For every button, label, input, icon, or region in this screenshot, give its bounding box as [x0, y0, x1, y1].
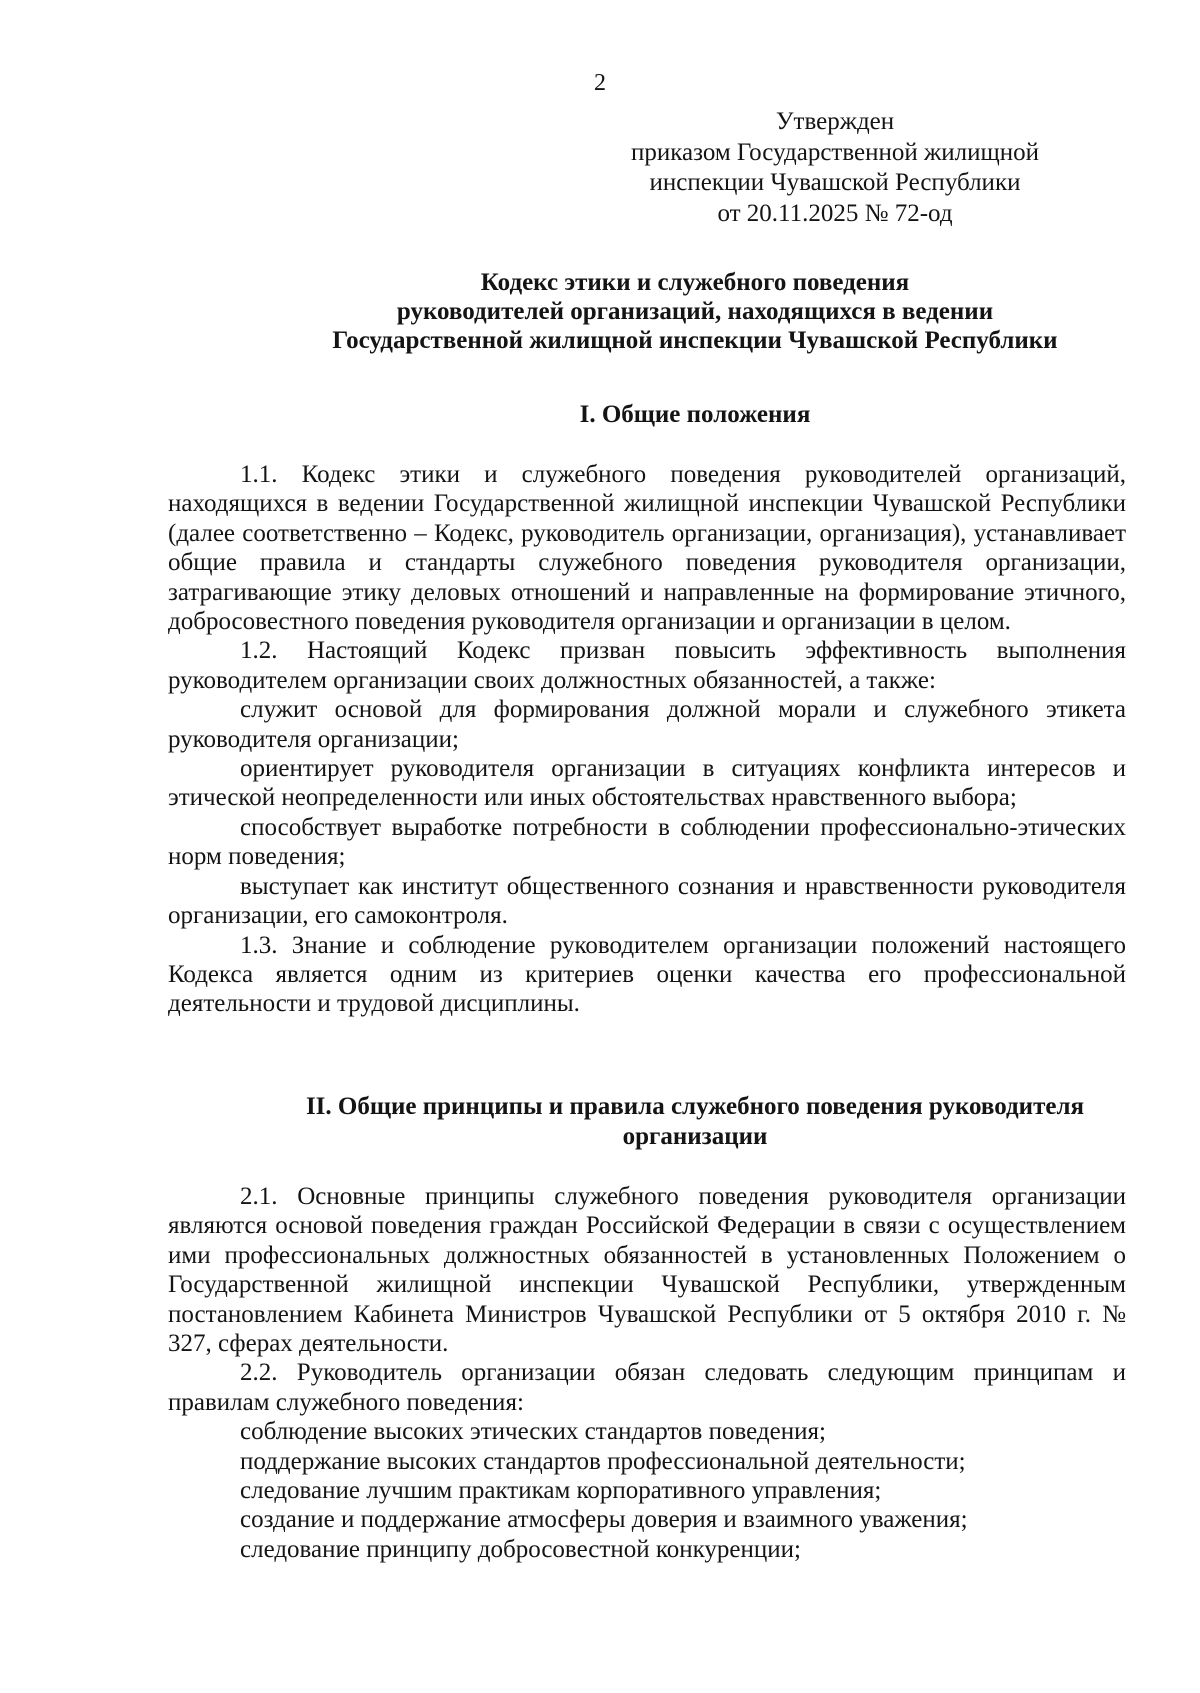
document-title: [160, 268, 1200, 355]
list-item: соблюдение высоких этических стандартов поведения;: [240, 1418, 826, 1446]
title-line-3: Государственной жилищной инспекции Чувашской Республики: [332, 327, 1058, 354]
section-2-body: [168, 1182, 1126, 1564]
paragraph-1-1: 1.1. Кодекс этики и служебного поведения руководителей организаций, находящихся в ведении Государственной жилищной инспекции Чувашской Республики (далее соответственно – Кодекс, руководитель организации, организация), устанавливает общие правила и стандарты служебного поведения руководителя организации, затрагивающие этику деловых отношений и направленные на формирование этичного, добросовестного поведения руководителя организации и организации в целом.: [168, 461, 1126, 636]
paragraph-2-2: 2.2. Руководитель организации обязан следовать следующим принципам и правилам служебного поведения:: [168, 1359, 1126, 1416]
approval-line-inspection: инспекции Чувашской Республики: [649, 169, 1021, 196]
page-number: 2: [594, 70, 606, 96]
paragraph-1-2: 1.2. Настоящий Кодекс призван повысить эффективность выполнения руководителем организации своих должностных обязанностей, а также:: [168, 637, 1126, 694]
list-item: следование принципу добросовестной конкуренции;: [240, 1535, 801, 1563]
paragraph-1-3: 1.3. Знание и соблюдение руководителем организации положений настоящего Кодекса является одним из критериев оценки качества его профессиональной деятельности и трудовой дисциплины.: [168, 931, 1126, 1018]
section-2-heading: [160, 1092, 1200, 1152]
approval-line-date-number: от 20.11.2025 № 72-од: [717, 199, 953, 227]
title-line-2: руководителей организаций, находящихся в ведении: [396, 298, 994, 325]
paragraph-2-1: 2.1. Основные принципы служебного поведения руководителя организации являются основой поведения граждан Российской Федерации в связи с осуществлением ими профессиональных должностных обязанностей в установленных Положением о Государственной жилищной инспекции Чувашской Республики, утвержденным постановлением Кабинета Министров Чувашской Республики от 5 октября 2010 г. № 327, сферах деятельности.: [168, 1183, 1126, 1358]
paragraph-1-2-item-3: способствует выработке потребности в соблюдении профессионально-этических норм поведения;: [168, 813, 1126, 871]
approval-block: [620, 107, 1050, 229]
list-item: создание и поддержание атмосферы доверия и взаимного уважения;: [240, 1506, 968, 1534]
list-item: следование лучшим практикам корпоративного управления;: [240, 1477, 882, 1505]
section-2-heading-line-1: II. Общие принципы и правила служебного поведения руководителя: [305, 1093, 1085, 1120]
section-2-heading-line-2: организации: [622, 1123, 768, 1150]
section-1-heading: I. Общие положения: [579, 401, 811, 428]
list-item: поддержание высоких стандартов профессиональной деятельности;: [240, 1447, 966, 1475]
approval-line-order: приказом Государственной жилищной: [630, 138, 1039, 166]
title-line-1: Кодекс этики и служебного поведения: [480, 269, 910, 296]
section-1-body: [168, 460, 1126, 1019]
paragraph-1-2-item-1: служит основой для формирования должной морали и служебного этикета руководителя организации;: [168, 696, 1126, 753]
approval-line-approved: Утвержден: [775, 108, 895, 135]
paragraph-1-2-item-2: ориентирует руководителя организации в ситуациях конфликта интересов и этической неопределенности или иных обстоятельствах нравственного выбора;: [168, 755, 1126, 812]
paragraph-1-2-item-4: выступает как институт общественного сознания и нравственности руководителя организации, его самоконтроля.: [168, 872, 1126, 930]
